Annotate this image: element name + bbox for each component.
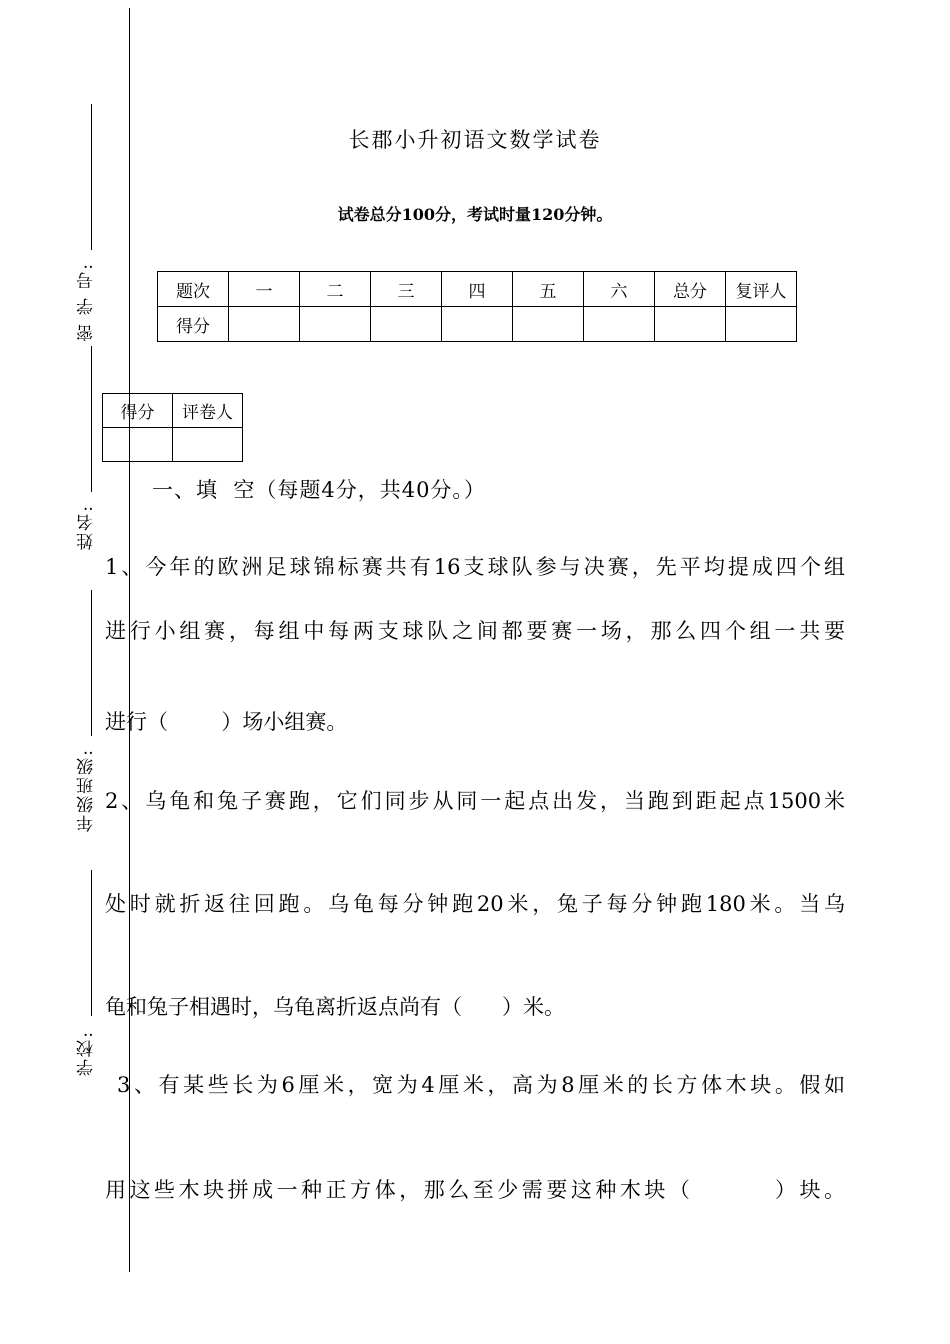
score-cell[interactable] xyxy=(371,307,442,342)
score-header-cell: 六 xyxy=(584,272,655,307)
score-cell[interactable] xyxy=(726,307,797,342)
name-label: 姓名: xyxy=(77,504,97,550)
grader-cell[interactable] xyxy=(103,428,173,462)
question-2-line: 处时就折返往回跑。乌龟每分钟跑20米，兔子每分钟跑180米。当乌 xyxy=(105,892,845,916)
student-id-label: 密 学 号: xyxy=(77,262,97,342)
question-1-line: 进行小组赛，每组中每两支球队之间都要赛一场，那么四个组一共要 xyxy=(105,619,845,643)
question-1-line: 进行（ ）场小组赛。 xyxy=(105,710,348,734)
score-table-row xyxy=(158,307,797,342)
score-header-cell: 五 xyxy=(513,272,584,307)
score-header-cell: 一 xyxy=(229,272,300,307)
exam-title: 长郡小升初语文数学试卷 xyxy=(348,128,602,152)
question-1-line: 1、今年的欧洲足球锦标赛共有16支球队参与决赛，先平均提成四个组 xyxy=(105,555,845,579)
binding-line-segment xyxy=(91,870,92,1016)
binding-line-segment xyxy=(91,346,92,492)
score-cell[interactable] xyxy=(655,307,726,342)
score-table-header-row xyxy=(158,272,797,307)
score-header-cell: 总分 xyxy=(655,272,726,307)
question-3-line: 3、有某些长为6厘米，宽为4厘米，高为8厘米的长方体木块。假如 xyxy=(117,1073,845,1097)
score-header-cell: 四 xyxy=(442,272,513,307)
score-cell[interactable] xyxy=(229,307,300,342)
grader-box xyxy=(102,393,243,462)
grader-row xyxy=(103,428,243,462)
score-table xyxy=(157,271,797,342)
question-2-line: 龟和兔子相遇时，乌龟离折返点尚有（ ）米。 xyxy=(105,995,566,1019)
exam-subtitle: 试卷总分100分，考试时量120分钟。 xyxy=(337,205,613,224)
score-cell[interactable] xyxy=(513,307,584,342)
school-label: 学校: xyxy=(77,1030,97,1076)
score-header-cell: 三 xyxy=(371,272,442,307)
binding-line-segment xyxy=(91,590,92,736)
score-header-cell: 复评人 xyxy=(726,272,797,307)
score-cell[interactable] xyxy=(300,307,371,342)
score-cell[interactable] xyxy=(584,307,655,342)
section-heading: 一、填 空（每题4分，共40分。） xyxy=(152,478,486,502)
score-cell[interactable] xyxy=(442,307,513,342)
grader-cell[interactable] xyxy=(173,428,243,462)
grader-header-row xyxy=(103,394,243,428)
question-2-line: 2、乌龟和兔子赛跑，它们同步从同一起点出发，当跑到距起点1500米 xyxy=(105,789,845,813)
grader-header-cell: 得分 xyxy=(103,394,173,428)
grader-header-cell: 评卷人 xyxy=(173,394,243,428)
score-header-cell: 二 xyxy=(300,272,371,307)
score-header-cell: 题次 xyxy=(158,272,229,307)
class-label: 年级班级: xyxy=(77,748,97,832)
question-3-line: 用这些木块拼成一种正方体，那么至少需要这种木块（ ）块。 xyxy=(105,1178,845,1202)
score-row-label: 得分 xyxy=(158,307,229,342)
